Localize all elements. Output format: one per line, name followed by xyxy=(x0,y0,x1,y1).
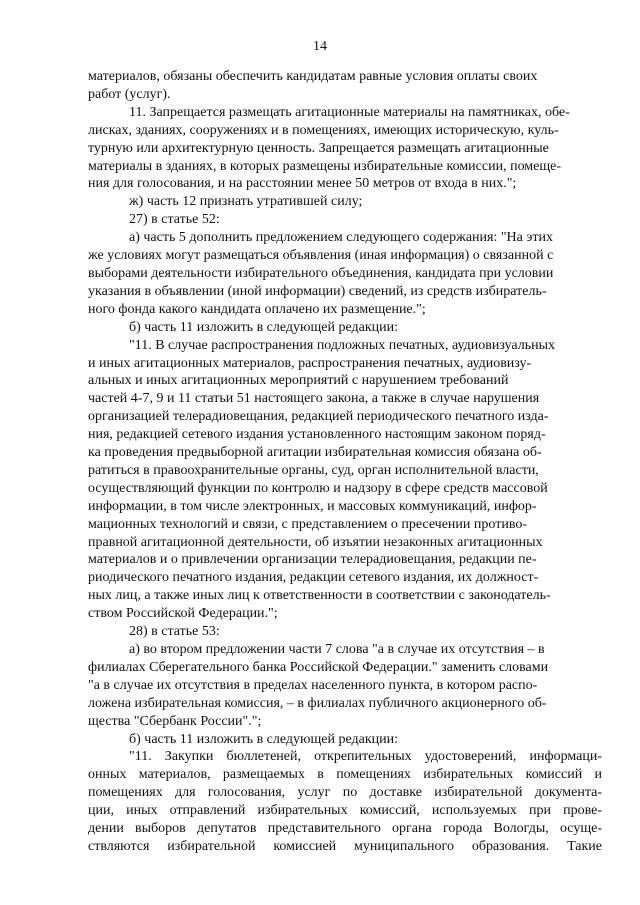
paragraph: "11. В случае распространения подложных печатных, аудиовизуальных и иных агитационных материалов, распространения печатных, аудиовизу- альных и иных агитационных мероприятий с нарушением требований частей 4-7, 9 и 11 статьи 51 настоящего закона, а также в случае нарушения организацией телерадиовещания, редакцией периодического печатного изда- ния, редакцией сетевого издания установленного настоящим законом поряд- ка проведения предвыборной агитации избирательная комиссия обязана об- ратиться в правоохранительные органы, суд, орган исполнительной власти, осуществляющий функции по контролю и надзору в сфере средств массовой информации, в том числе электронных, и массовых коммуникаций, инфор- мационных технологий и связи, с представлением о пресечении противо- правной агитационной деятельности, об изъятии незаконных агитационных материалов и о привлечении организации телерадиовещания, редакции пе- риодического печатного издания, редакции сетевого издания, их должност- ных лиц, а также иных лиц к ответственности в соответствии с законодатель- ством Российской Федерации."; xyxy=(88,337,556,622)
page-number: 14 xyxy=(313,39,327,54)
paragraph: а) во втором предложении части 7 слова "а в случае их отсутствия – в филиалах Сберегательного банка Российской Федерации." заменить словами "а в случае их отсутствия в пределах населенного пункта, в котором распо- ложена избирательная комиссия, – в филиалах публичного акционерного об- щества "Сбербанк России"."; xyxy=(88,642,549,729)
paragraph: 27) в статье 52: xyxy=(129,212,220,228)
document-body xyxy=(88,68,602,856)
paragraph: материалов, обязаны обеспечить кандидатам равные условия оплаты своих работ (услуг). xyxy=(88,69,538,102)
paragraph: б) часть 11 изложить в следующей редакции: xyxy=(129,319,399,335)
paragraph: 28) в статье 53: xyxy=(129,624,220,640)
paragraph: а) часть 5 дополнить предложением следующего содержания: "На этих же условиях могут размещаться объявления (иная информация) о связанной с выборами деятельности избирательного объединения, кандидата при условии указания в объявлении (иной информации) сведений, из средств избиратель- ного фонда какого кандидата оплачено их размещение."; xyxy=(88,230,554,317)
paragraph: ж) часть 12 признать утратившей силу; xyxy=(129,194,363,210)
paragraph: "11. Закупки бюллетеней, открепительных удостоверений, информаци- онных материалов, размещаемых в помещениях избирательных комиссий и помещениях для голосования, услуг по доставке избирательной документа- ции, иных отправлений избирательных комиссий, используемых при прове- дении выборов депутатов представительного органа города Вологды, осуще- ствляются избирательной комиссией муниципального образования. Такие xyxy=(88,749,602,854)
paragraph: б) часть 11 изложить в следующей редакции: xyxy=(129,731,399,747)
paragraph: 11. Запрещается размещать агитационные материалы на памятниках, обе- лисках, зданиях, сооружениях и в помещениях, имеющих историческую, куль- турную или архитектурную ценность. Запрещается размещать агитационные материалы в зданиях, в которых размещены избирательные комиссии, помеще- ния для голосования, и на расстоянии менее 50 метров от входа в них."; xyxy=(88,104,570,192)
